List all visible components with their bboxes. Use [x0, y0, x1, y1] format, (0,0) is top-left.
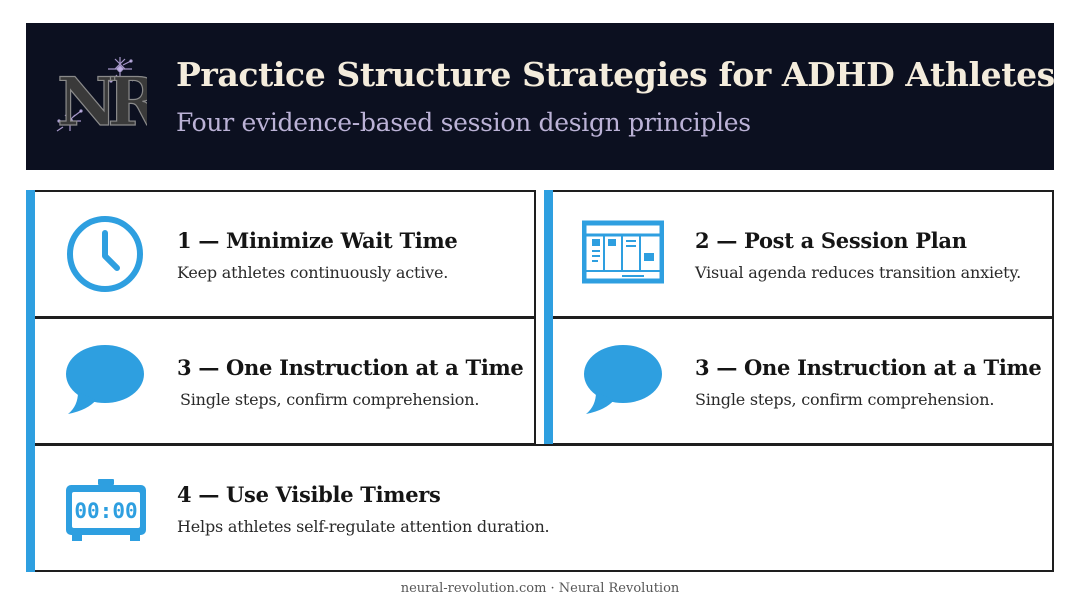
card-description: Single steps, confirm comprehension. [180, 390, 480, 409]
footer-attribution: neural-revolution.com · Neural Revolution [400, 581, 680, 596]
strategy-card-post-session-plan [544, 190, 1054, 318]
card-accent-bar [26, 190, 35, 318]
card-title: 2 — Post a Session Plan [695, 228, 967, 253]
card-title: 3 — One Instruction at a Time [695, 355, 1042, 380]
speech-bubble-icon [64, 340, 146, 422]
speech-bubble-icon [582, 340, 664, 422]
card-accent-bar [544, 190, 553, 318]
strategy-card-one-instruction-duplicate [544, 317, 1054, 445]
card-title: 4 — Use Visible Timers [177, 482, 441, 507]
digital-timer-icon [62, 467, 150, 549]
page-title: Practice Structure Strategies for ADHD Athletes [176, 55, 1055, 94]
logo-text: NR [57, 63, 147, 137]
card-description: Keep athletes continuously active. [177, 263, 449, 282]
header-banner [26, 23, 1054, 170]
strategy-card-one-instruction [26, 317, 536, 445]
card-accent-bar [26, 444, 35, 572]
card-accent-bar [26, 317, 35, 445]
strategy-card-visible-timers [26, 444, 1054, 572]
timer-display: 00:00 [74, 499, 138, 523]
card-title: 1 — Minimize Wait Time [177, 228, 458, 253]
strategy-card-minimize-wait-time [26, 190, 536, 318]
card-description: Visual agenda reduces transition anxiety. [695, 263, 1021, 282]
card-description: Helps athletes self-regulate attention duration. [177, 517, 550, 536]
neural-revolution-logo [53, 55, 147, 137]
card-description: Single steps, confirm comprehension. [695, 390, 995, 409]
schedule-board-icon [582, 213, 664, 295]
clock-icon [64, 213, 146, 295]
card-title: 3 — One Instruction at a Time [177, 355, 524, 380]
card-accent-bar [544, 317, 553, 445]
page-subtitle: Four evidence-based session design principles [176, 108, 751, 137]
